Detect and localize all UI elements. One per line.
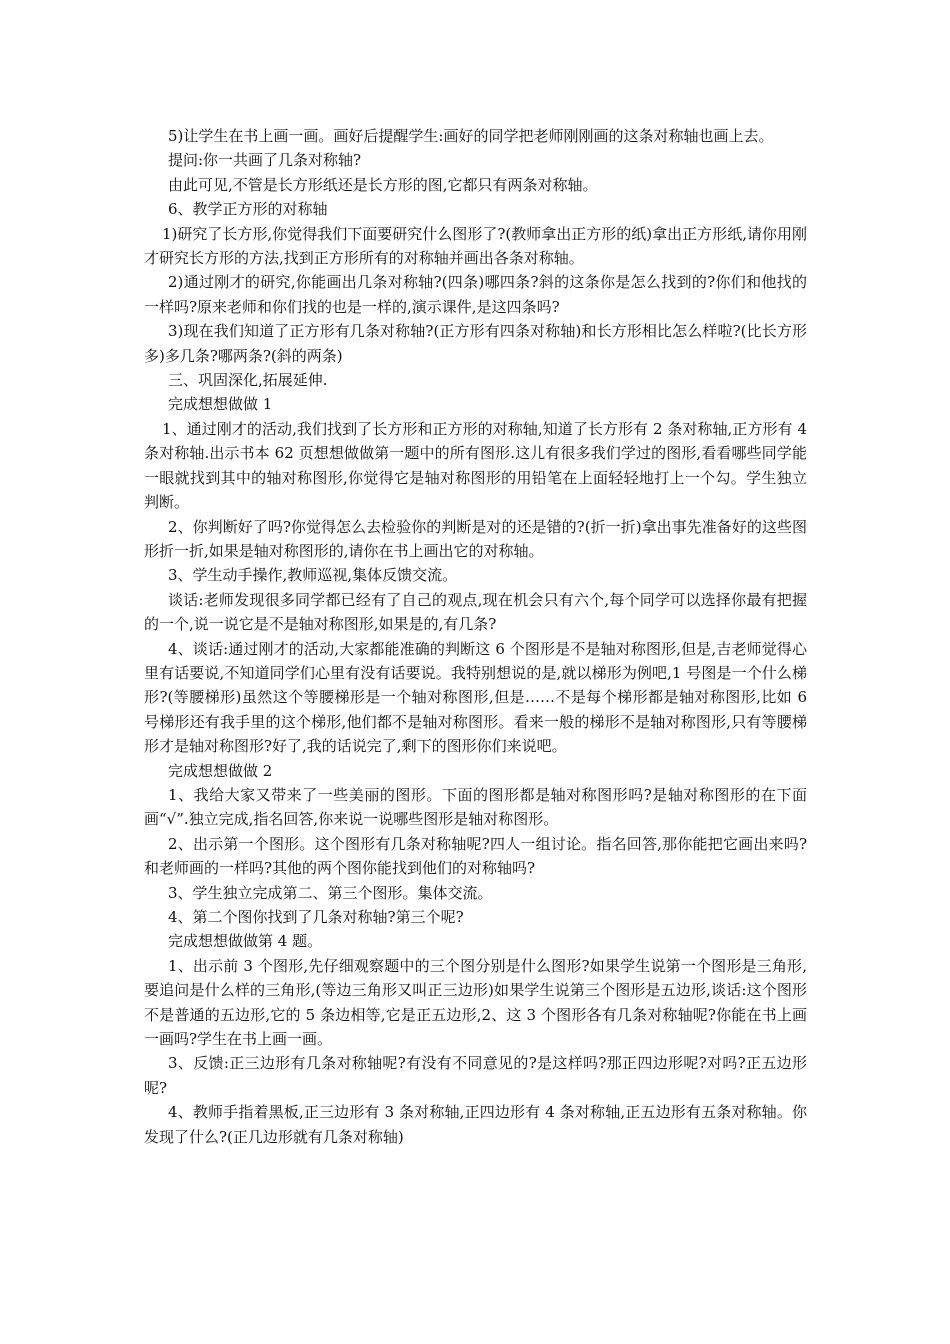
- paragraph: 提问:你一共画了几条对称轴?: [168, 151, 362, 170]
- section-heading: 完成想想做做 2: [168, 761, 273, 780]
- section-heading: 三、巩固深化,拓展延伸.: [168, 371, 328, 390]
- paragraph: 2、你判断好了吗?你觉得怎么去检验你的判断是对的还是错的?(折一折)拿出事先准备好的这些图形折一折,如果是轴对称图形的,请你在书上画出它的对称轴。: [144, 517, 807, 560]
- paragraph: 4、谈话:通过刚才的活动,大家都能准确的判断这 6 个图形是不是轴对称图形,但是,吉老师觉得心里有话要说,不知道同学们心里有没有话要说。我特别想说的是,就以梯形为例吧,1 号图是一个什么梯形?(等腰梯形)虽然这个等腰梯形是一个轴对称图形,但是……不是每个梯形都是轴对称图形,比如 6 号梯形还有我手里的这个梯形,他们都不是轴对称图形。看来一般的梯形不是轴对称图形,只有等腰梯形才是轴对称图形?好了,我的话说完了,剩下的图形你们来说吧。: [144, 639, 807, 756]
- section-heading: 完成想想做做第 4 题。: [168, 932, 323, 951]
- paragraph: 3、反馈:正三边形有几条对称轴呢?有没有不同意见的?是这样吗?那正四边形呢?对吗?正五边形呢?: [144, 1054, 807, 1097]
- section-heading: 完成想想做做 1: [168, 395, 273, 414]
- paragraph: 1、通过刚才的活动,我们找到了长方形和正方形的对称轴,知道了长方形有 2 条对称轴,正方形有 4 条对称轴.出示书本 62 页想想做做第一题中的所有图形.这儿有很多我们学过的图形,看看哪些同学能一眼就找到其中的轴对称图形,你觉得它是轴对称图形的用铅笔在上面轻轻地打上一个勾。学生独立判断。: [144, 419, 807, 512]
- paragraph: 1、出示前 3 个图形,先仔细观察题中的三个图分别是什么图形?如果学生说第一个图形是三角形,要追问是什么样的三角形,(等边三角形又叫正三边形)如果学生说第三个图形是五边形,谈话:这个图形不是普通的五边形,它的 5 条边相等,它是正五边形,2、这 3 个图形各有几条对称轴呢?你能在书上画一画吗?学生在书上画一画。: [144, 956, 807, 1049]
- paragraph: 2)通过刚才的研究,你能画出几条对称轴?(四条)哪四条?斜的这条你是怎么找到的?你们和他找的一样吗?原来老师和你们找的也是一样的,演示课件,是这四条吗?: [144, 273, 807, 316]
- paragraph: 3、学生动手操作,教师巡视,集体反馈交流。: [168, 566, 458, 585]
- paragraph: 由此可见,不管是长方形纸还是长方形的图,它都只有两条对称轴。: [168, 175, 598, 194]
- document-page: [144, 124, 807, 1149]
- paragraph: 3、学生独立完成第二、第三个图形。集体交流。: [168, 883, 493, 902]
- paragraph: 2、出示第一个图形。这个图形有几条对称轴呢?四人一组讨论。指名回答,那你能把它画出来吗?和老师画的一样吗?其他的两个图你能找到他们的对称轴吗?: [144, 834, 807, 878]
- paragraph: 1)研究了长方形,你觉得我们下面要研究什么图形了?(教师拿出正方形的纸)拿出正方形纸,请你用刚才研究长方形的方法,找到正方形所有的对称轴并画出各条对称轴。: [144, 224, 807, 268]
- paragraph: 5)让学生在书上画一画。画好后提醒学生:画好的同学把老师刚刚画的这条对称轴也画上去。: [168, 127, 774, 145]
- paragraph: 4、教师手指着黑板,正三边形有 3 条对称轴,正四边形有 4 条对称轴,正五边形有五条对称轴。你发现了什么?(正几边形就有几条对称轴): [144, 1103, 807, 1146]
- paragraph: 4、第二个图你找到了几条对称轴?第三个呢?: [168, 908, 464, 926]
- paragraph: 3)现在我们知道了正方形有几条对称轴?(正方形有四条对称轴)和长方形相比怎么样啦?(比长方形多)多几条?哪两条?(斜的两条): [144, 322, 807, 365]
- paragraph: 谈话:老师发现很多同学都已经有了自己的观点,现在机会只有六个,每个同学可以选择你最有把握的一个,说一说它是不是轴对称图形,如果是的,有几条?: [144, 590, 807, 634]
- paragraph: 1、我给大家又带来了一些美丽的图形。下面的图形都是轴对称图形吗?是轴对称图形的在下面画“√”.独立完成,指名回答,你来说一说哪些图形是轴对称图形。: [144, 785, 807, 829]
- section-heading: 6、教学正方形的对称轴: [168, 200, 328, 219]
